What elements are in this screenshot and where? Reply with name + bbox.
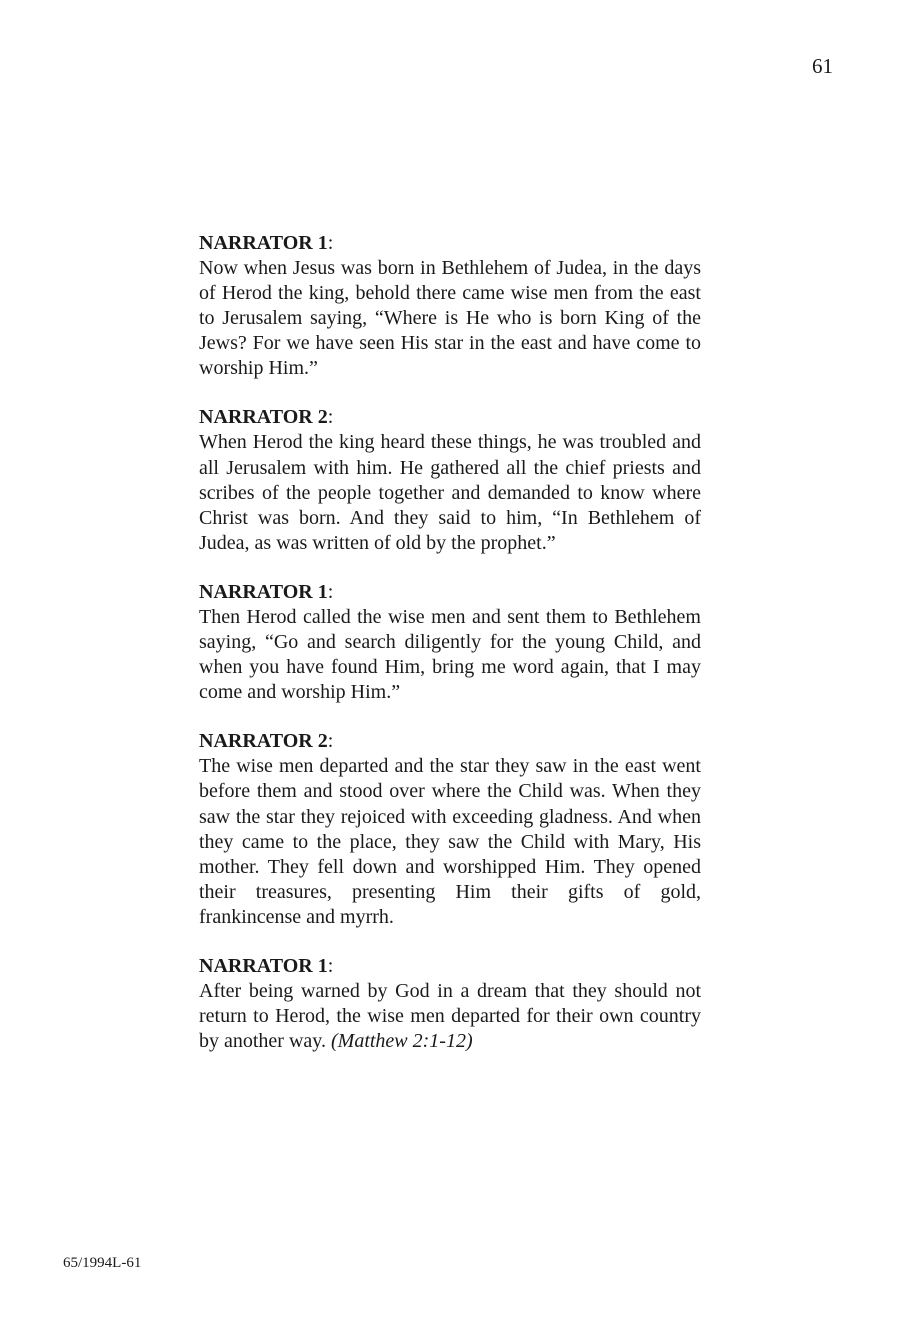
speaker-label: NARRATOR 2:	[199, 730, 334, 753]
narration-section	[199, 580, 701, 705]
narration-text-body: After being warned by God in a dream that they should not return to Herod, the wise men departed for their own country by another way.	[199, 979, 701, 1053]
narration-section	[199, 954, 701, 1054]
narration-section	[199, 729, 701, 930]
narration-section	[199, 405, 701, 555]
speaker-name: NARRATOR 2	[199, 406, 328, 429]
speaker-label: NARRATOR 1:	[199, 232, 334, 254]
document-code: 65/1994L-61	[63, 1255, 142, 1271]
speaker-name: NARRATOR 2	[199, 730, 328, 753]
narration-text	[199, 979, 701, 1054]
narration-text: Now when Jesus was born in Bethlehem of Judea, in the days of Herod the king, behold there came wise men from the east to Jerusalem saying, “Where is He who is born King of the Jews? For we have seen His star in the east and have come to worship Him.”	[199, 257, 701, 380]
narration-text: Then Herod called the wise men and sent them to Bethlehem saying, “Go and search diligently for the young Child, and when you have found Him, bring me word again, that I may come and worship Him.”	[199, 605, 701, 704]
narration-text: The wise men departed and the star they saw in the east went before them and stood over where the Child was. When they saw the star they rejoiced with exceeding gladness. And when they came to the place, they saw the Child with Mary, His mother. They fell down and worshipped Him. They opened their treasures, presenting Him their gifts of gold, frankincense and myrrh.	[199, 755, 701, 928]
narration-section	[199, 231, 701, 381]
speaker-name: NARRATOR 1	[199, 580, 328, 603]
speaker-label: NARRATOR 1:	[199, 580, 334, 603]
scripture-citation: (Matthew 2:1-12)	[331, 1030, 473, 1053]
narration-text: When Herod the king heard these things, he was troubled and all Jerusalem with him. He gathered all the chief priests and scribes of the people together and demanded to know where Christ was born. And they said to him, “In Bethlehem of Judea, as was written of old by the prophet.”	[199, 431, 701, 554]
script-body	[199, 231, 701, 1078]
speaker-name: NARRATOR 1	[199, 232, 328, 254]
page-number: 61	[812, 54, 833, 78]
speaker-name: NARRATOR 1	[199, 954, 328, 977]
speaker-label: NARRATOR 1:	[199, 954, 334, 977]
speaker-label: NARRATOR 2:	[199, 406, 334, 429]
